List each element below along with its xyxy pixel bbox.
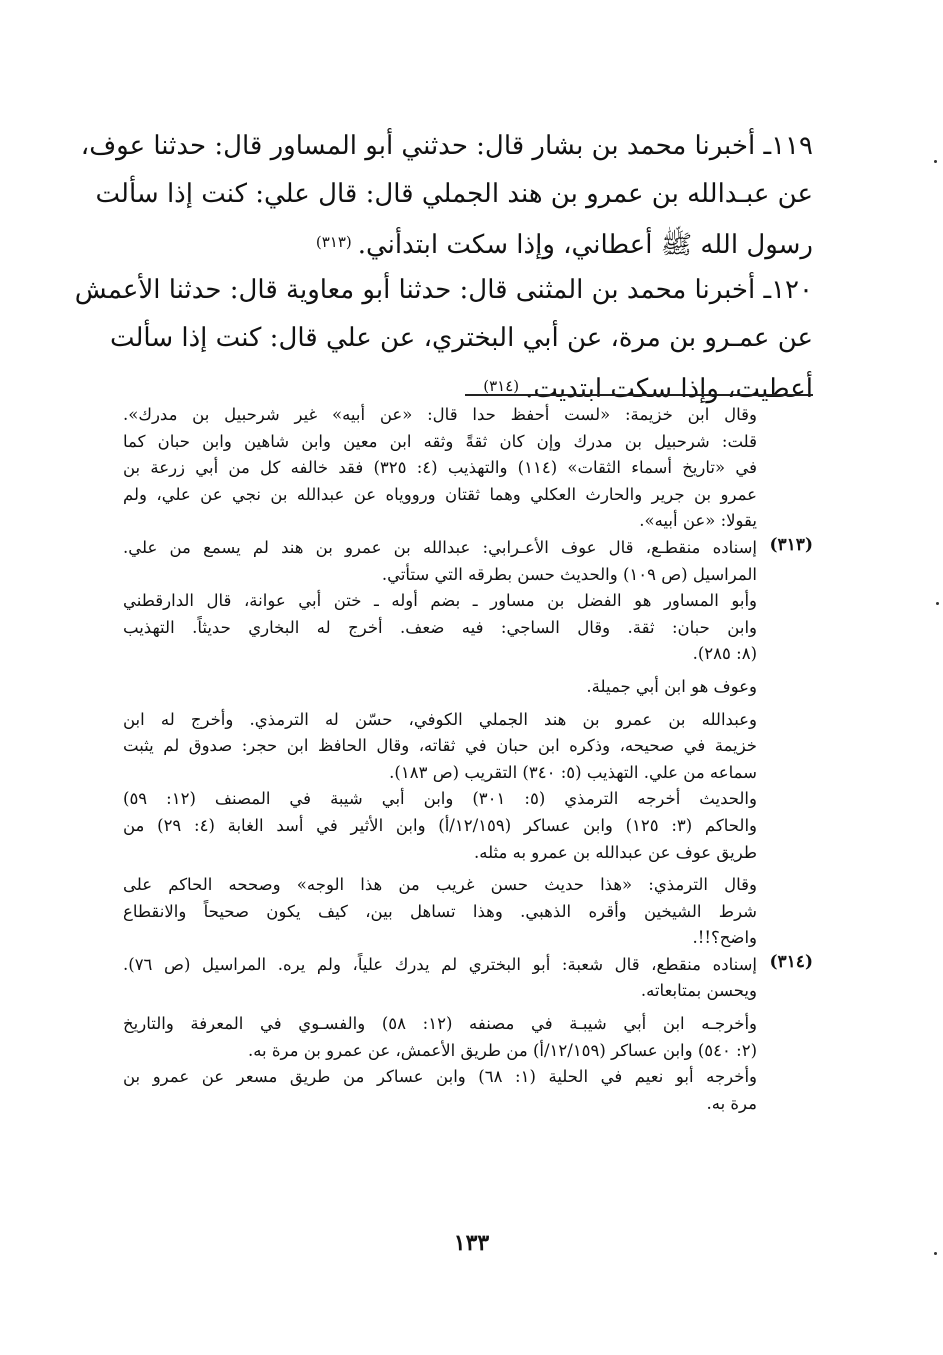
hadith-line [123,218,813,266]
note-line: المراسيل (ص ١٠٩) والحديث حسن بطرقه التي ستأتي. [381,564,757,584]
note-line: يقولا: «عن أبيه». [639,511,757,531]
note-line: خزيمة في صحيحه، وذكره ابن حبان في ثقاته، وقال الحافظ ابن حجر: صدوق لم يثبت [123,736,757,756]
note-line: وقال الترمذي: «هذا حديث حسن غريب من هذا الوجه» وصححه الحاكم على [123,875,757,895]
note-line: ويحسن بمتابعاته. [640,981,757,1001]
footnote-label: (٣١٣) [769,534,813,555]
hadith-line: ١٢٠ـ أخبرنا محمد بن المثنى قال: حدثنا أبو معاوية قال: حدثنا الأعمش [74,275,813,305]
page-number: ١٣٣ [453,1230,490,1256]
note-line: وقال ابن خزيمة: «لست أحفظ حدا قال: «عن أبيه» غير شرحبيل بن مدرك». [123,405,757,424]
note-line: وأخرجـه ابن أبي شيبـة في مصنفه (١٢: ٥٨) والفسـوي في المعرفة والتاريخ [123,1014,758,1034]
note-line: طريق عوف عن عبدالله بن عمرو به مثله. [473,842,757,862]
note-line: والحاكم (٣: ١٢٥) وابن عساكر (١٢/١٥٩/أ) وابن الأثير في أسد الغابة (٤: ٢٩) من [123,815,758,835]
hadith-line: ١١٩ـ أخبرنا محمد بن بشار قال: حدثني أبو المساور قال: حدثنا عوف، [80,131,813,161]
note-line: إسناده منقطـع، قال عوف الأعـرابي: عبدالله بن عمرو بن هند لم يسمع من علي. [123,537,757,557]
scan-speck [934,160,937,163]
hadith-line: عن عمـرو بن مرة، عن أبي البختري، عن علي قال: كنت إذا سألت [109,323,813,353]
note-line: مرة به. [706,1093,757,1113]
note-line: وأبو المساور هو الفضل بن مساور ـ بضم أوله ـ ختن أبي عوانة، قال الدارقطني [123,591,757,611]
hadith-text [74,122,813,410]
scan-speck [936,602,939,605]
note-line: في «تاريخ أسماء الثقات» (١١٤) والتهذيب (٤: ٣٢٥) فقد خالفه كل من أبي زرعة بن [123,458,757,478]
footnote-ref-314[interactable]: (٣١٤) [483,377,520,395]
note-line: عمرو بن جرير والحارث العكلي وهما ثقتان ورووياه عن عبدالله بن نجي عن علي، ولم [123,484,757,504]
scan-speck [934,1252,937,1255]
hadith-line-text: رسول الله ﷺ أعطاني، وإذا سكت ابتدأني. [357,230,813,260]
footnote-label: (٣١٤) [769,951,813,972]
note-line: وعوف هو ابن أبي جميلة. [586,676,757,696]
note-line: قلت: شرحبيل بن مدرك وإن كان ثقةً وثقه ابن معين وابن شاهين وابن حبان كما [123,431,757,451]
note-line: شرط الشيخين وأقره الذهبي. وهذا تساهل بين، كيف يكون صحيحاً والانقطاع [123,901,757,921]
note-line: (٢: ٥٤٠) وابن عساكر (١٢/١٥٩/أ) من طريق الأعمش، عن عمرو بن مرة به. [247,1040,757,1060]
note-line: والحديث أخرجه الترمذي (٥: ٣٠١) وابن أبي شيبة في المصنف (١٢: ٥٩) [123,789,757,809]
footnote-ref-313[interactable]: (٣١٣) [315,233,352,251]
footnote-divider [465,394,813,396]
note-line: واضح؟!!. [692,928,757,948]
note-line: وعبدالله بن عمرو بن هند الجملي الكوفي، حسّن له الترمذي. وأخرج له ابن [123,709,757,729]
footnotes [123,402,813,1117]
note-line: (٨: ٢٨٥). [692,644,757,664]
hadith-line: عن عبـدالله بن عمرو بن هند الجملي قال: قال علي: كنت إذا سألت [95,179,813,209]
footnote-313 [123,535,813,588]
note-line: سماعه من علي. التهذيب (٥: ٣٤٠) التقريب (ص ١٨٣). [389,762,757,782]
footnote-314 [123,952,813,1005]
note-line: وأخرجه أبو نعيم في الحلية (١: ٦٨) وابن عساكر من طريق مسعر عن عمرو بن [123,1067,757,1087]
hadith-line-text: أعطيت، وإذا سكت ابتديت. [525,374,813,404]
note-line: إسناده منقطع، قال شعبة: أبو البختري لم يدرك علياً، ولم يره. المراسيل (ص ٧٦). [123,954,757,974]
note-line: وابن حبان: ثقة. وقال الساجي: فيه ضعف. أخرج له البخاري حديثاً. التهذيب [123,617,757,637]
